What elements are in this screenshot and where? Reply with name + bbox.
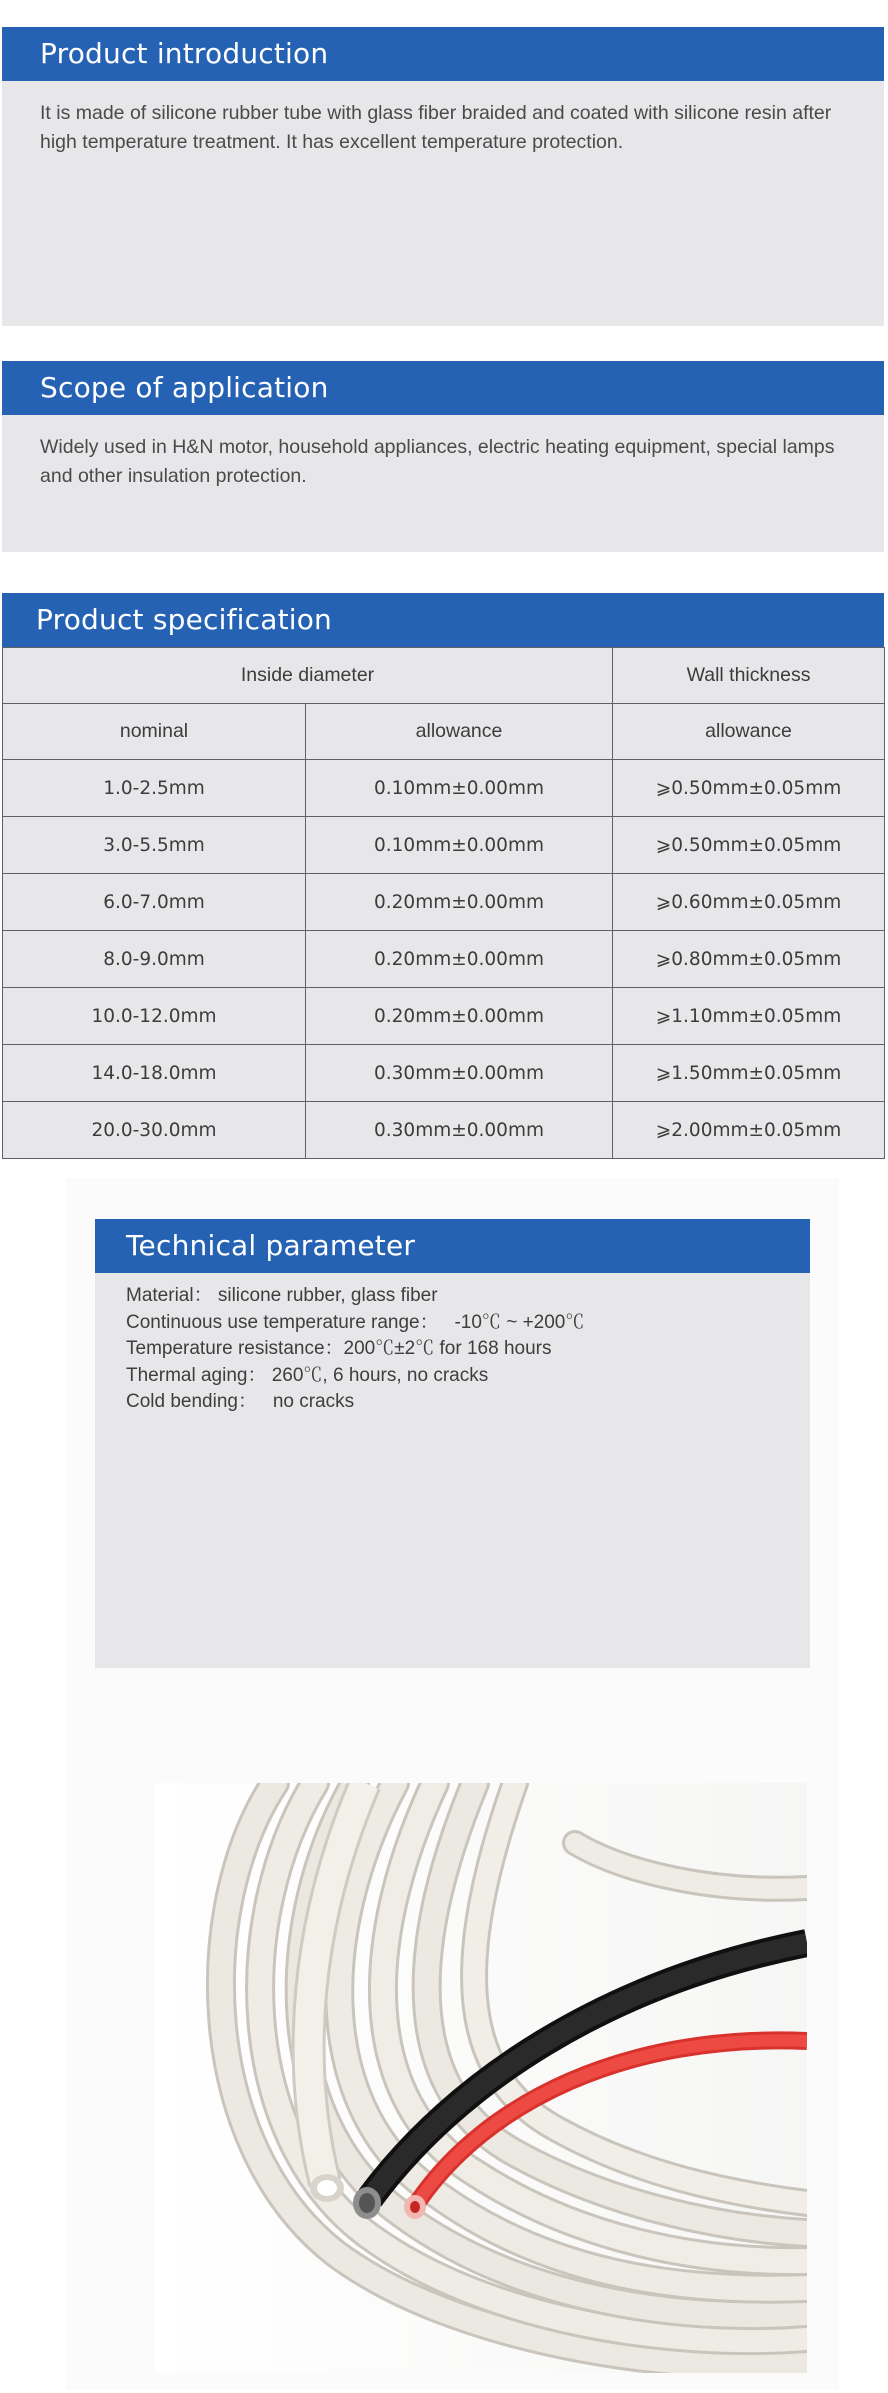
- table-row: [3, 988, 885, 1045]
- diameter-allowance-cell: 0.10mm±0.00mm: [306, 760, 613, 817]
- table-row: [3, 760, 885, 817]
- table-header-row: [3, 648, 885, 704]
- wall-allowance-cell: ⩾1.10mm±0.05mm: [613, 988, 885, 1045]
- wall-allowance-header: allowance: [613, 704, 885, 760]
- wall-allowance-cell: ⩾0.50mm±0.05mm: [613, 817, 885, 874]
- table-row: [3, 931, 885, 988]
- scope-of-application-section: [2, 361, 884, 552]
- product-introduction-section: [2, 27, 884, 326]
- diameter-allowance-cell: 0.30mm±0.00mm: [306, 1102, 613, 1159]
- nominal-cell: 1.0-2.5mm: [3, 760, 306, 817]
- diameter-allowance-cell: 0.20mm±0.00mm: [306, 988, 613, 1045]
- diameter-allowance-cell: 0.20mm±0.00mm: [306, 931, 613, 988]
- parameter-temperature-range: Continuous use temperature range： -10℃ ~ +200℃: [126, 1311, 585, 1333]
- parameter-cold-bending: Cold bending： no cracks: [126, 1391, 355, 1412]
- product-introduction-title: Product introduction: [2, 27, 884, 81]
- wall-allowance-cell: ⩾0.80mm±0.05mm: [613, 931, 885, 988]
- specification-table: [2, 647, 885, 1159]
- scope-of-application-text: Widely used in H&N motor, household appliances, electric heating equipment, special lamps and other insulation protection.: [40, 436, 835, 487]
- product-introduction-text: It is made of silicone rubber tube with glass fiber braided and coated with silicone resin after high temperature treatment. It has excellent temperature protection.: [40, 102, 832, 153]
- nominal-cell: 10.0-12.0mm: [3, 988, 306, 1045]
- diameter-allowance-header: allowance: [306, 704, 613, 760]
- table-row: [3, 874, 885, 931]
- diameter-allowance-cell: 0.10mm±0.00mm: [306, 817, 613, 874]
- parameter-thermal-aging: Thermal aging： 260℃, 6 hours, no cracks: [126, 1364, 489, 1386]
- nominal-cell: 14.0-18.0mm: [3, 1045, 306, 1102]
- scope-of-application-title: Scope of application: [2, 361, 884, 415]
- wall-allowance-cell: ⩾0.50mm±0.05mm: [613, 760, 885, 817]
- technical-parameter-title: Technical parameter: [95, 1219, 810, 1273]
- diameter-allowance-cell: 0.30mm±0.00mm: [306, 1045, 613, 1102]
- technical-parameter-section: [95, 1219, 810, 1668]
- nominal-cell: 3.0-5.5mm: [3, 817, 306, 874]
- nominal-cell: 6.0-7.0mm: [3, 874, 306, 931]
- nominal-cell: 8.0-9.0mm: [3, 931, 306, 988]
- product-specification-section: [2, 593, 884, 1159]
- table-row: [3, 817, 885, 874]
- product-specification-title: Product specification: [2, 593, 884, 647]
- wall-allowance-cell: ⩾0.60mm±0.05mm: [613, 874, 885, 931]
- parameter-temperature-resistance: Temperature resistance：200℃±2℃ for 168 hours: [126, 1338, 552, 1359]
- wall-allowance-cell: ⩾2.00mm±0.05mm: [613, 1102, 885, 1159]
- diameter-allowance-cell: 0.20mm±0.00mm: [306, 874, 613, 931]
- product-photo: [155, 1783, 807, 2373]
- nominal-header: nominal: [3, 704, 306, 760]
- technical-parameter-list: [95, 1273, 810, 1416]
- wall-allowance-cell: ⩾1.50mm±0.05mm: [613, 1045, 885, 1102]
- inside-diameter-header: Inside diameter: [3, 648, 613, 704]
- table-subheader-row: [3, 704, 885, 760]
- nominal-cell: 20.0-30.0mm: [3, 1102, 306, 1159]
- table-row: [3, 1045, 885, 1102]
- wall-thickness-header: Wall thickness: [613, 648, 885, 704]
- table-row: [3, 1102, 885, 1159]
- parameter-material: Material： silicone rubber, glass fiber: [126, 1285, 438, 1306]
- coiled-sleeve-illustration: [155, 1783, 807, 2373]
